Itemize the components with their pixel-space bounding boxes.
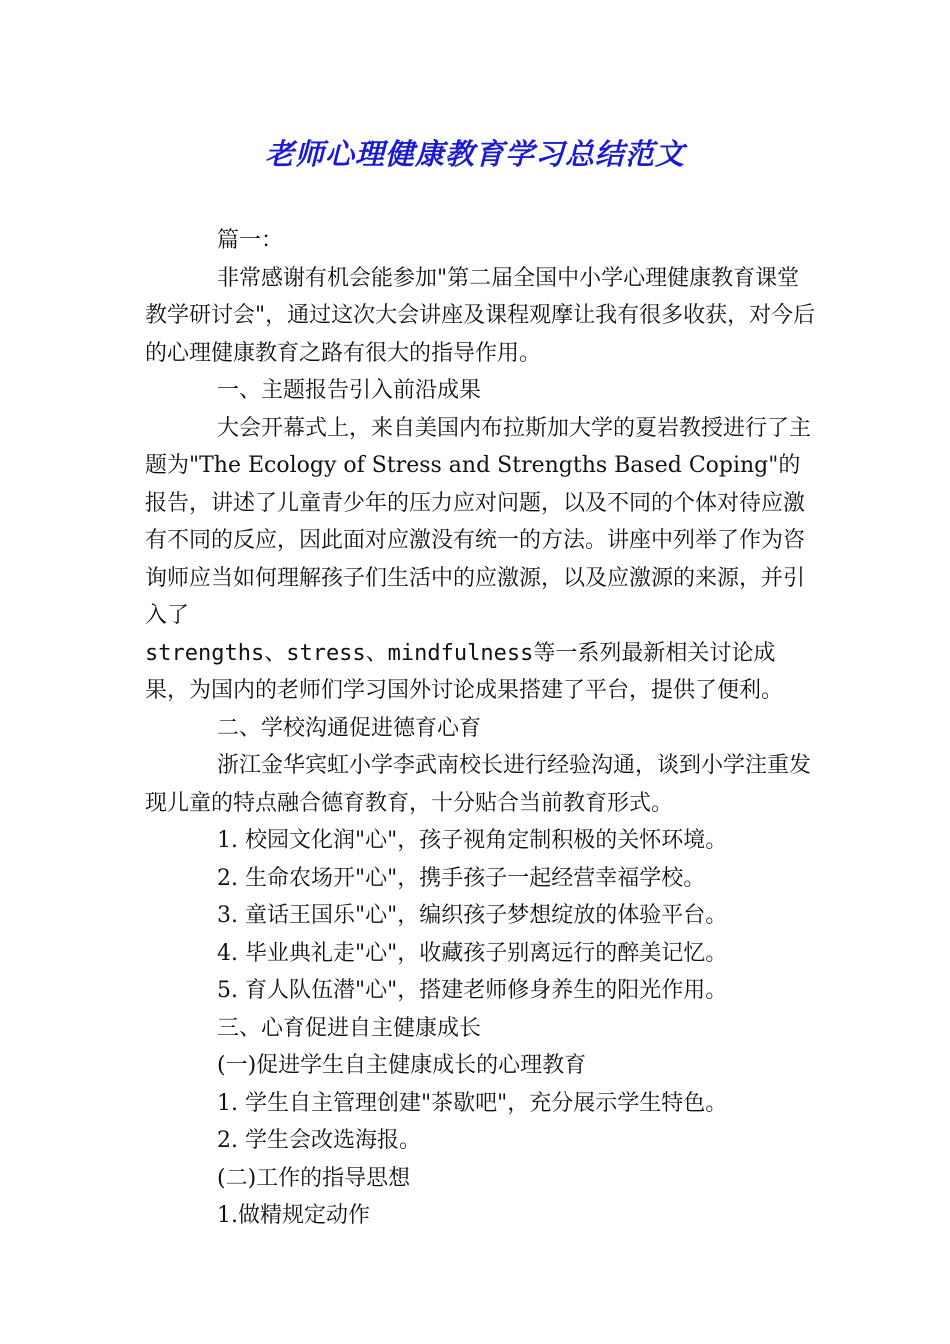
document-title: 老师心理健康教育学习总结范文 bbox=[264, 137, 685, 171]
paragraph-keynote: 大会开幕式上，来自美国内布拉斯加大学的夏岩教授进行了主题为"The Ecology of Stress and Strengths Based Coping"的报告，讲述了儿童青少年的压力应对问题，以及不同的个体对待应激有不同的反应，因此面对应激没有统一的方法。讲座中列举了作为咨询师应当如何理解孩子们生活中的应激源，以及应激源的来源，并引入了 bbox=[145, 415, 812, 628]
list-item-1: 1. 校园文化润"心"，孩子视角定制积极的关怀环境。 bbox=[217, 828, 728, 853]
list-item-tea-break: 1. 学生自主管理创建"茶歇吧"，充分展示学生特色。 bbox=[217, 1090, 728, 1116]
heading-section-one: 一、主题报告引入前沿成果 bbox=[217, 378, 482, 403]
list-item-2: 2. 生命农场开"心"，携手孩子一起经营幸福学校。 bbox=[217, 865, 706, 891]
subheading-one: (一)促进学生自主健康成长的心理教育 bbox=[217, 1053, 587, 1078]
list-item-poster: 2. 学生会改选海报。 bbox=[217, 1128, 421, 1153]
list-item-4: 4. 毕业典礼走"心"，收藏孩子别离远行的醉美记忆。 bbox=[217, 940, 728, 966]
heading-section-three: 三、心育促进自主健康成长 bbox=[217, 1015, 482, 1041]
heading-section-two: 二、学校沟通促进德育心育 bbox=[217, 715, 482, 741]
subheading-two: (二)工作的指导思想 bbox=[217, 1165, 411, 1191]
list-item-5: 5. 育人队伍潜"心"，搭建老师修身养生的阳光作用。 bbox=[217, 978, 728, 1003]
paragraph-intro: 非常感谢有机会能参加"第二届全国中小学心理健康教育课堂教学研讨会"，通过这次大会讲座及课程观摩让我有很多收获，对今后的心理健康教育之路有很大的指导作用。 bbox=[145, 265, 816, 366]
paragraph-section-label: 篇一： bbox=[217, 228, 284, 253]
paragraph-keynote-continued: strengths、stress、mindfulness等一系列最新相关讨论成果，为国内的老师们学习国外讨论成果搭建了平台，提供了便利。 bbox=[145, 640, 784, 703]
list-item-refine-actions: 1.做精规定动作 bbox=[217, 1203, 370, 1228]
document-body bbox=[145, 222, 817, 1235]
paragraph-school-exchange: 浙江金华宾虹小学李武南校长进行经验沟通，谈到小学注重发现儿童的特点融合德育教育，十分贴合当前教育形式。 bbox=[145, 753, 812, 816]
list-item-3: 3. 童话王国乐"心"，编织孩子梦想绽放的体验平台。 bbox=[217, 903, 728, 928]
